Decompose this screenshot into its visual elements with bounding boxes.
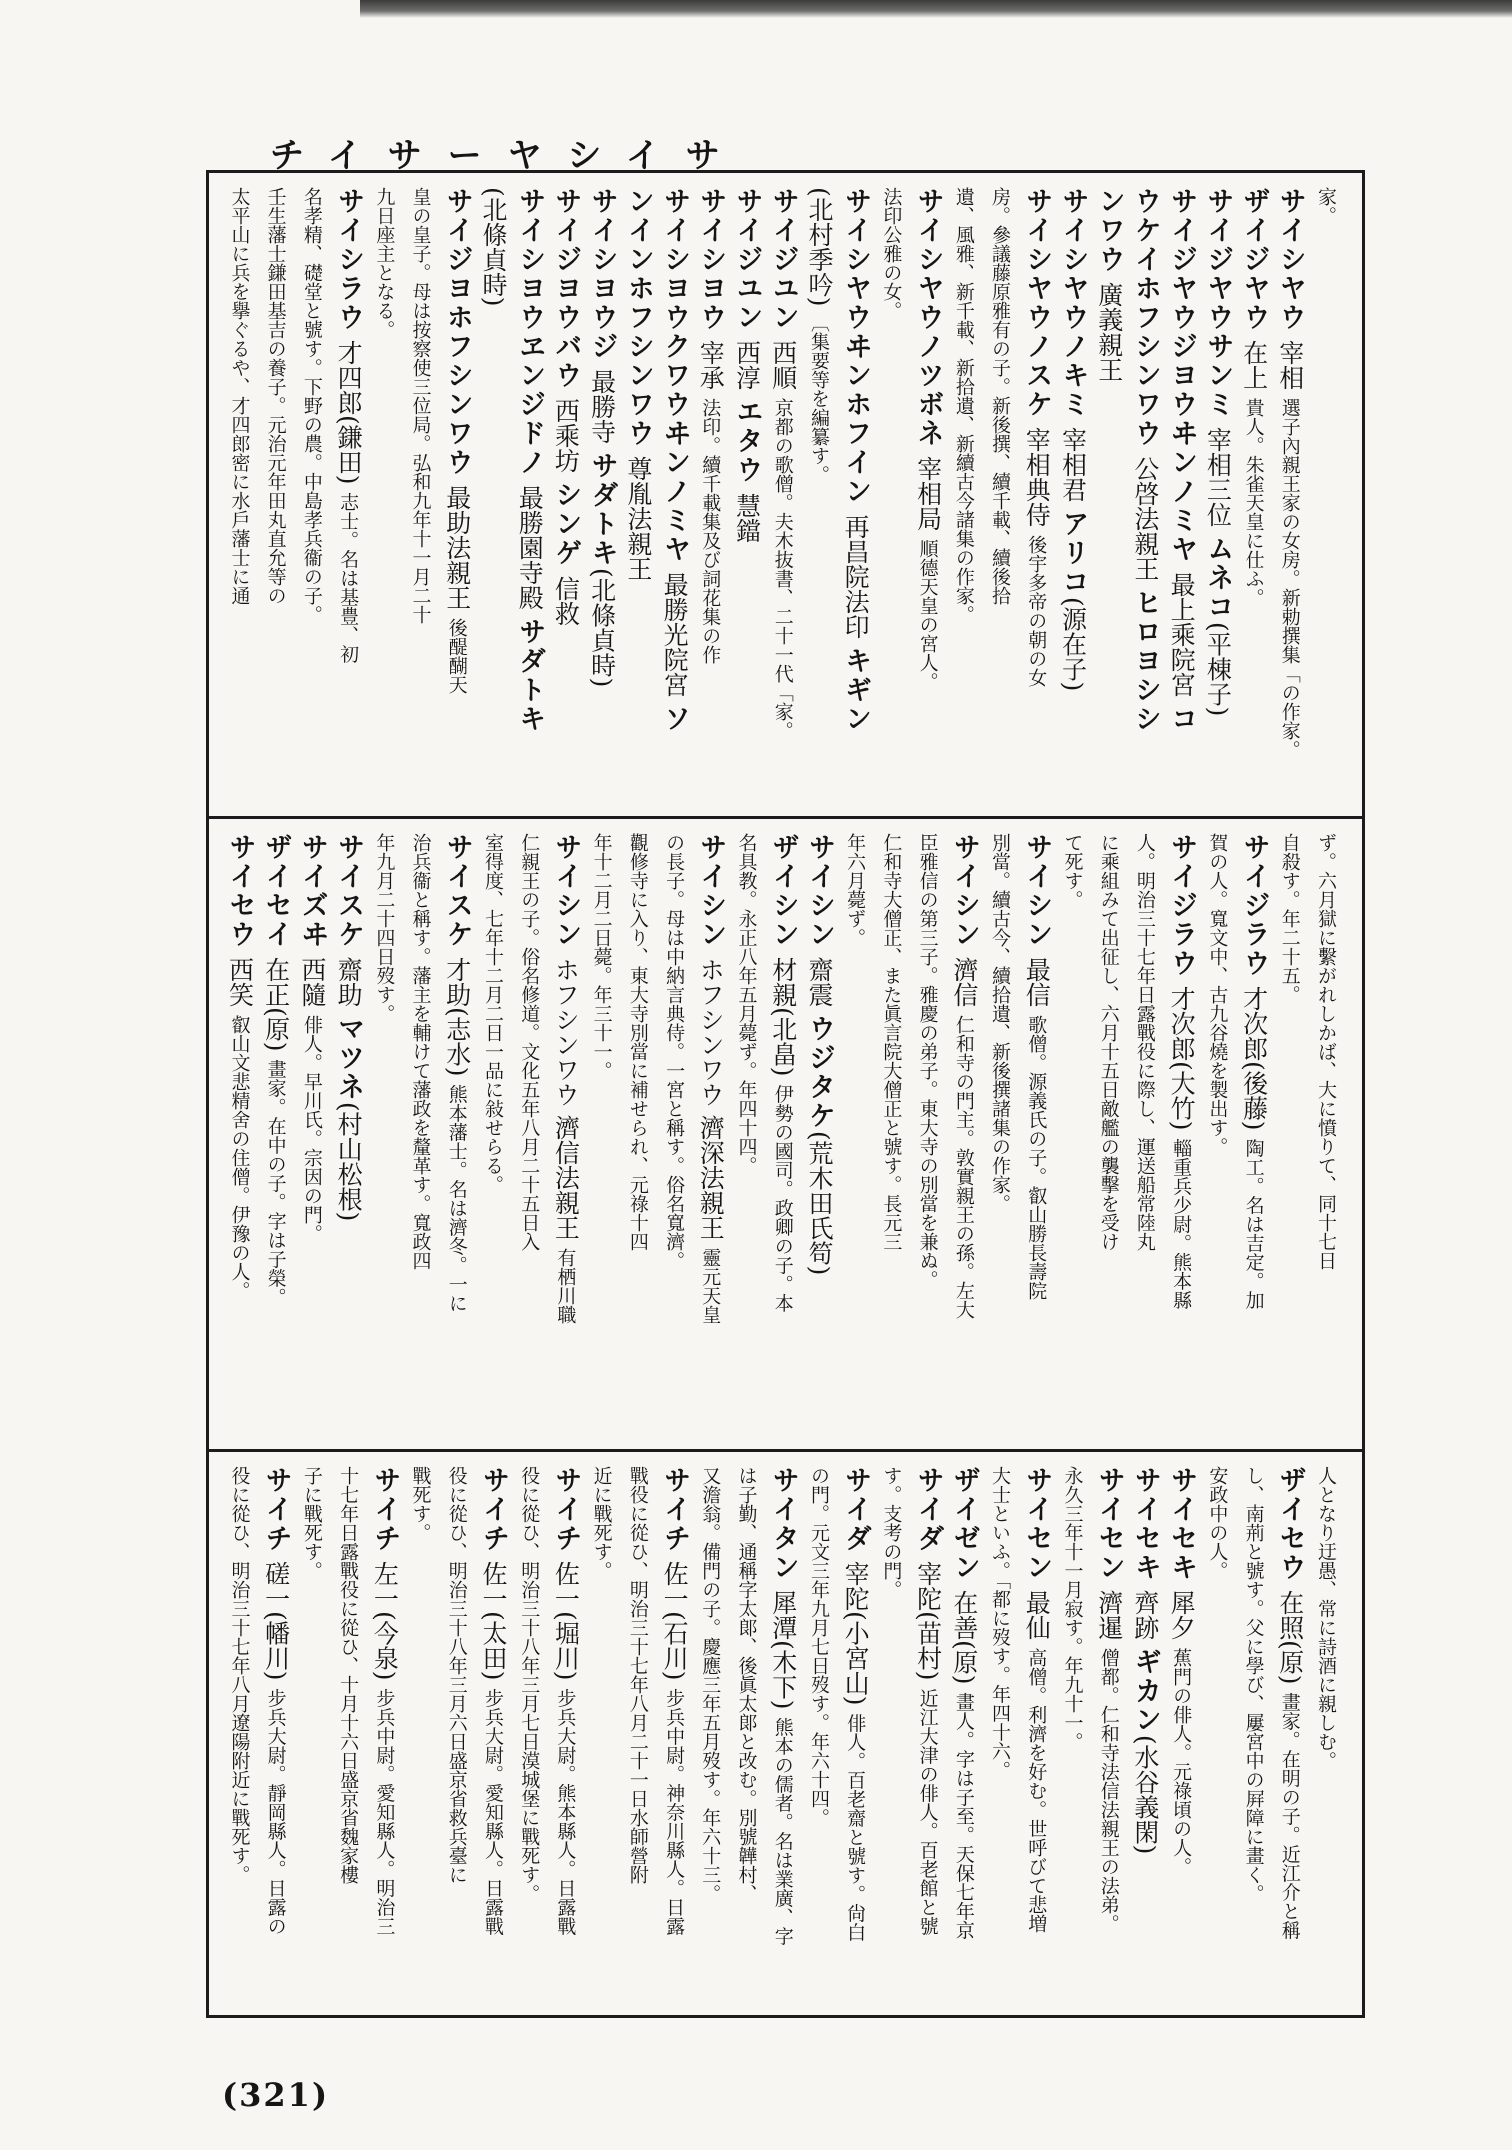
entry-title: 尊胤法親王 <box>623 448 653 581</box>
entry-headword: ンインホフシンワウ <box>622 187 654 448</box>
entry-title: 西乘坊 <box>551 390 581 481</box>
entry-title: (源在子) <box>1058 596 1088 692</box>
entry-text: ず。六月獄に繫がれしかば、大に憤りて、同十七日 <box>1315 833 1337 1270</box>
text-column <box>404 187 438 803</box>
text-column <box>259 833 293 1439</box>
text-column <box>1165 833 1199 1439</box>
text-column <box>730 187 764 803</box>
text-column <box>1274 833 1308 1439</box>
text-column <box>803 833 837 1439</box>
entry-text: 別當。續古今、續拾遺、新後撰諸集の作家。 <box>989 833 1012 1213</box>
entry-headword: サイチ <box>659 1466 691 1553</box>
entry-headword: サイシン <box>1021 833 1053 949</box>
entry-title: 佐一(石川) <box>660 1553 690 1689</box>
entry-text: 仁親王の子。俗名修道。文化五年八月二十五日入 <box>518 833 541 1251</box>
entry-text: 名孝精、礎堂と號す。下野の農。中島孝兵衞の子。 <box>300 187 323 624</box>
entry-headword: キギン <box>840 646 872 734</box>
entry-text: 靈元天皇 <box>699 1247 722 1324</box>
entry-title: 宰陀(苗村) <box>913 1553 943 1689</box>
text-column <box>1201 187 1235 803</box>
text-column <box>296 1466 330 2008</box>
entry-title: 最勝光院宮 <box>660 564 690 705</box>
text-column <box>911 833 945 1439</box>
text-column <box>767 187 801 803</box>
entry-text: 壬生藩士鎌田基吉の養子。元治元年田丸直允等の <box>264 187 287 605</box>
entry-headword: サイチ <box>550 1466 582 1553</box>
text-column <box>296 187 330 803</box>
entry-title: 宰相三位 <box>1203 419 1233 535</box>
text-column <box>839 187 873 803</box>
entry-text: 房。參議藤原雅有の子。新後撰、續千載、續後拾 <box>989 187 1012 605</box>
entry-headword: ザイセウ <box>1274 1466 1306 1582</box>
entry-title: 宰相局 <box>913 448 943 539</box>
entry-text: 〔集要等を編纂す。 <box>807 306 830 484</box>
text-column <box>1237 187 1271 803</box>
text-column <box>1310 187 1344 803</box>
text-column <box>1020 1466 1054 2008</box>
text-column <box>1056 833 1090 1439</box>
entry-headword: サイシン <box>948 833 980 949</box>
entry-title: ホフシンワウ <box>696 949 726 1107</box>
entry-headword: シンゲ <box>550 480 582 568</box>
entry-text: 順德天皇の宮人。 <box>916 538 939 691</box>
entry-headword: サイシヤウノツボネ <box>912 187 944 448</box>
text-column <box>1020 833 1054 1439</box>
text-column <box>658 833 692 1439</box>
entry-text: 太平山に兵を擧ぐるや、才四郎密に水戶藩士に通 <box>228 187 251 605</box>
text-column <box>1201 833 1235 1439</box>
text-column <box>658 187 692 803</box>
entry-title: (北條貞時) <box>478 187 508 307</box>
entry-text: 近に戰死す。 <box>590 1466 613 1580</box>
text-column <box>1092 1466 1126 2008</box>
entry-title: 濟暹 <box>1094 1582 1124 1648</box>
entry-text: 步兵中尉。神奈川縣人。日露 <box>663 1688 686 1936</box>
entry-headword: サイシヤウノスケ <box>1021 187 1053 419</box>
entry-title: 最上乘院宮 <box>1167 564 1197 705</box>
entry-headword: サイセン <box>1093 1466 1125 1582</box>
text-column <box>948 187 982 803</box>
entry-headword: ザイゼン <box>948 1466 980 1582</box>
entry-text: 役に從ひ、明治三十八年三月六日盛京省救兵臺に <box>445 1466 468 1884</box>
entry-text: 後醍醐天 <box>445 617 468 694</box>
text-column <box>1310 833 1344 1439</box>
entry-headword: サイズヰ <box>296 833 328 949</box>
entry-headword: サイシヨウ <box>695 187 727 332</box>
text-column <box>948 1466 982 2008</box>
entry-headword: ムネコ <box>1202 534 1234 622</box>
entry-text: 歌僧。源義氏の子。叡山勝長壽院 <box>1025 1014 1048 1300</box>
entry-headword: サダトキ <box>514 617 546 734</box>
text-column <box>948 833 982 1439</box>
entry-title: 在善(原) <box>949 1582 979 1693</box>
entry-headword: ヒロヨシシ <box>1129 588 1161 734</box>
text-column <box>368 833 402 1439</box>
entry-title: 濟深法親王 <box>696 1106 726 1248</box>
entry-headword: サイジヤウジヨウヰンノミヤ <box>1166 187 1198 564</box>
running-head: チイサーヤシイサ <box>270 136 746 176</box>
entry-headword: サダトキ <box>586 451 618 568</box>
entry-title: 西淳 <box>732 332 762 398</box>
middle-tier <box>209 816 1362 1449</box>
entry-title: 最仙 <box>1022 1582 1052 1648</box>
entry-title: 在上 <box>1239 332 1269 398</box>
entry-text: 京都の歌僧。夫木抜書、二十一代「家。 <box>771 397 794 740</box>
entry-text: 步兵大尉。靜岡縣人。日露の <box>264 1688 287 1936</box>
entry-headword: ウケイホフシンワウ <box>1129 187 1161 448</box>
text-column <box>441 187 475 803</box>
entry-text: 人。明治三十七年日露戰役に際し、運送船常陸丸 <box>1133 833 1156 1251</box>
entry-title: 在正(原) <box>261 949 291 1060</box>
text-column <box>1056 187 1090 803</box>
text-column <box>767 833 801 1439</box>
entry-text: 又澹翁。備門の子。慶應三年五月歿す。年六十三。 <box>699 1466 722 1903</box>
text-column <box>694 833 728 1439</box>
entry-text: 子に戰死す。 <box>300 1466 323 1580</box>
entry-title: 宰承 <box>696 332 726 398</box>
entry-title: (平棟子) <box>1203 621 1233 717</box>
entry-headword: サイチ <box>477 1466 509 1553</box>
entry-text: 遺、風雅、新千載、新拾遺、新續古今諸集の作家。 <box>952 187 975 624</box>
entry-headword: サイダ <box>840 1466 872 1553</box>
entry-headword: サイシン <box>695 833 727 949</box>
text-column <box>911 187 945 803</box>
entry-text: 皇の皇子。母は按察使三位局。弘和九年十一月二十 <box>409 187 432 624</box>
entry-title: 濟信法親王 <box>551 1106 581 1248</box>
entry-title: 才助(志水) <box>442 949 472 1085</box>
text-column <box>549 833 583 1439</box>
text-column <box>404 833 438 1439</box>
entry-title: 佐一(堀川) <box>551 1553 581 1689</box>
entry-headword: ウジタケ <box>803 1014 835 1131</box>
text-column <box>658 1466 692 2008</box>
text-column <box>730 1466 764 2008</box>
entry-headword: エタウ <box>731 397 763 485</box>
text-column <box>1129 833 1163 1439</box>
text-column <box>1237 833 1271 1439</box>
text-column <box>1092 187 1126 803</box>
entry-title: 慧鐺 <box>732 484 762 543</box>
entry-title: 左一(今泉) <box>370 1553 400 1689</box>
text-column <box>585 833 619 1439</box>
entry-text: 治兵衞と稱す。藩主を輔けて藩政を釐革す。寬政四 <box>409 833 432 1270</box>
entry-text: 僧都。仁和寺法信法親王の法弟。 <box>1097 1647 1120 1933</box>
entry-headword: サイセキ <box>1129 1466 1161 1582</box>
entry-headword: コ <box>1166 704 1198 734</box>
entry-title: 齋助 <box>334 949 364 1015</box>
entry-headword: サイチ <box>260 1466 292 1553</box>
entry-text: 仁和寺大僧正、また眞言院大僧正と號す。長元三 <box>880 833 903 1251</box>
entry-title: (水谷義閑) <box>1130 1734 1160 1855</box>
entry-text: 蕉門の俳人。元祿頃の人。 <box>1170 1647 1193 1876</box>
lower-tier <box>209 1449 1362 2018</box>
text-column <box>223 1466 257 2008</box>
entry-text: 觀修寺に入り、東大寺別當に補せられ、元祿十四 <box>626 833 649 1251</box>
text-column <box>441 833 475 1439</box>
entry-title: ホフシンワウ <box>551 949 581 1107</box>
entry-text: の長子。母は中納言典侍。一宮と稱す。俗名寬濟。 <box>663 833 686 1270</box>
entry-title: 犀夕 <box>1167 1582 1197 1648</box>
entry-title: 宰陀(小宮山) <box>841 1553 871 1714</box>
entry-headword: サイシヤウノキミ <box>1057 187 1089 419</box>
text-column <box>984 187 1018 803</box>
text-column <box>549 187 583 803</box>
entry-text: 法印公雅の女。 <box>880 187 903 320</box>
entry-headword: サイシラウ <box>333 187 365 332</box>
entry-text: 陶工。名は吉定。加 <box>1242 1138 1265 1310</box>
text-column <box>332 833 366 1439</box>
entry-headword: サイスケ <box>333 833 365 949</box>
entry-title: 宰相典侍 <box>1022 419 1052 535</box>
text-column <box>368 187 402 803</box>
entry-headword: ザイシン <box>767 833 799 949</box>
tier-columns <box>223 187 1344 803</box>
text-column <box>477 833 511 1439</box>
entry-title: 宰相君 <box>1058 419 1088 510</box>
entry-title: 西隨 <box>297 949 327 1015</box>
entry-text: 高僧。利濟を好む。世呼びて悲増 <box>1025 1647 1048 1933</box>
text-column <box>1310 1466 1344 2008</box>
entry-text: し、南荊と號す。父に學び、屢宮中の屛障に畫く。 <box>1242 1466 1265 1903</box>
entry-text: 役に從ひ、明治三十八年三月七日漠城堡に戰死す。 <box>518 1466 541 1903</box>
text-column <box>911 1466 945 2008</box>
entry-text: 大士といふ。「都に歿す。年四十六。 <box>989 1466 1012 1780</box>
entry-text: に乘組みて出征し、六月十五日敵艦の襲擊を受け <box>1097 833 1120 1251</box>
text-column <box>839 1466 873 2008</box>
text-column <box>404 1466 438 2008</box>
entry-text: 畫家。在明の子。近江介と稱 <box>1278 1692 1301 1940</box>
text-column <box>622 1466 656 2008</box>
entry-text: 熊本の儒者。名は業廣、字 <box>771 1717 794 1946</box>
entry-text: 貴人。朱雀天皇に仕ふ。 <box>1242 397 1265 607</box>
text-column <box>875 187 909 803</box>
text-column <box>839 833 873 1439</box>
entry-text: 輜重兵少尉。熊本縣 <box>1170 1138 1193 1310</box>
entry-text: 俳人。百老齋と號す。尙白 <box>844 1713 867 1942</box>
text-column <box>585 1466 619 2008</box>
entry-text: 戰役に從ひ、明治三十七年八月二十一日水師營附 <box>626 1466 649 1884</box>
entry-title: 公啓法親王 <box>1130 448 1160 589</box>
text-column <box>332 187 366 803</box>
entry-text: 人となり迂愚、常に詩酒に親しむ。 <box>1315 1466 1337 1770</box>
text-column <box>441 1466 475 2008</box>
scan-edge-shadow <box>360 0 1512 18</box>
entry-title: 西笑 <box>225 949 255 1015</box>
entry-title: 犀潭(木下) <box>768 1582 798 1718</box>
text-column <box>730 833 764 1439</box>
entry-text: 年十二月二日薨。年三十一。 <box>590 833 613 1080</box>
text-column <box>1165 1466 1199 2008</box>
tier-columns <box>223 1466 1344 2008</box>
entry-headword: サイシン <box>803 833 835 949</box>
entry-headword: サイセウ <box>224 833 256 949</box>
text-column <box>477 187 511 803</box>
entry-text: 自殺す。年二十五。 <box>1278 833 1301 1004</box>
entry-title: (北條貞時) <box>587 567 617 688</box>
text-column <box>1129 1466 1163 2008</box>
text-column <box>622 833 656 1439</box>
entry-headword: アリコ <box>1057 509 1089 597</box>
entry-headword: マツネ <box>333 1014 365 1102</box>
entry-headword: サイチ <box>369 1466 401 1553</box>
entry-headword: サイシヨウヱンジドノ <box>514 187 546 477</box>
text-column <box>875 833 909 1439</box>
entry-text: 畫人。字は子至。天保七年京 <box>952 1692 975 1940</box>
entry-headword: サイジヨホフシンワウ <box>441 187 473 477</box>
entry-title: 材親(北畠) <box>768 949 798 1085</box>
entry-text: 畫家。在中の子。字は子榮。 <box>264 1059 287 1307</box>
entry-text: 後宇多帝の朝の女 <box>1025 534 1048 687</box>
entry-text: 選子內親王家の女房。新勅撰集「の作家。 <box>1278 397 1301 759</box>
entry-text: 步兵大尉。熊本縣人。日露戰 <box>554 1688 577 1936</box>
entry-headword: サイジユン <box>767 187 799 332</box>
entry-text: 年六月薨ず。 <box>844 833 867 947</box>
text-column <box>1129 187 1163 803</box>
dictionary-page-frame <box>206 170 1365 2018</box>
text-column <box>1237 1466 1271 2008</box>
entry-title: 齋震 <box>804 949 834 1015</box>
entry-headword: ギカン <box>1129 1647 1161 1735</box>
entry-text: 永久三年十一月寂す。年九十一。 <box>1061 1466 1084 1751</box>
entry-text: 名具教。永正八年五月薨ず。年四十四。 <box>735 833 758 1175</box>
entry-headword: サイシヤウ <box>1274 187 1306 332</box>
text-column <box>513 833 547 1439</box>
entry-text: 戰死す。 <box>409 1466 432 1542</box>
text-column <box>803 187 837 803</box>
text-column <box>513 187 547 803</box>
entry-headword: サイダ <box>912 1466 944 1553</box>
text-column <box>1201 1466 1235 2008</box>
text-column <box>622 187 656 803</box>
entry-title: (荒木田氏笱) <box>804 1130 834 1276</box>
text-column <box>223 833 257 1439</box>
text-column <box>1274 1466 1308 2008</box>
entry-text: 九日座主となる。 <box>373 187 396 339</box>
entry-headword: サイジラウ <box>1238 833 1270 978</box>
entry-headword: サイジユン <box>731 187 763 332</box>
entry-title: 宰相 <box>1275 332 1305 398</box>
text-column <box>1165 187 1199 803</box>
text-column <box>585 187 619 803</box>
entry-text: 有栖川職 <box>554 1247 577 1324</box>
entry-headword: サイシヨウクワウヰンノミヤ <box>659 187 691 564</box>
entry-text: 志士。名は基豊、初 <box>337 492 360 664</box>
entry-headword: サイセン <box>1021 1466 1053 1582</box>
entry-title: 濟信 <box>949 949 979 1015</box>
entry-title: 廣義親王 <box>1094 274 1124 382</box>
entry-text: 安政中の人。 <box>1206 1466 1229 1580</box>
text-column <box>984 833 1018 1439</box>
entry-title: 齊跡 <box>1130 1582 1160 1648</box>
text-column <box>1056 1466 1090 2008</box>
entry-headword: サイジヤウサンミ <box>1202 187 1234 419</box>
text-column <box>368 1466 402 2008</box>
entry-text: 賀の人。寬文中、古九谷燒を製出す。 <box>1206 833 1229 1156</box>
entry-title: 佐一(太田) <box>478 1553 508 1689</box>
entry-title: 最助法親王 <box>442 477 472 618</box>
text-column <box>875 1466 909 2008</box>
entry-text: 家。 <box>1315 187 1337 225</box>
entry-title: 西順 <box>768 332 798 398</box>
page-number: (321) <box>222 2076 330 2114</box>
entry-text: 近江大津の俳人。百老館と號 <box>916 1688 939 1936</box>
entry-headword: サイジヨウバウ <box>550 187 582 390</box>
entry-title: 才次郎(後藤) <box>1239 978 1269 1139</box>
entry-title: 最勝園寺殿 <box>515 477 545 618</box>
text-column <box>803 1466 837 2008</box>
entry-text: 役に從ひ、明治三十七年八月遼陽附近に戰死す。 <box>228 1466 251 1884</box>
entry-headword: サイジラウ <box>1166 833 1198 978</box>
text-column <box>549 1466 583 2008</box>
entry-title: 再昌院法印 <box>841 506 871 647</box>
text-column <box>1092 833 1126 1439</box>
entry-text: は子勤、通稱字太郞、後眞太郞と改む。別號韡村、 <box>735 1466 758 1903</box>
entry-text: 仁和寺の門主。敦實親王の孫。左大 <box>952 1014 975 1319</box>
entry-title: (北村季吟) <box>804 187 834 307</box>
entry-text: 步兵大尉。愛知縣人。日露戰 <box>481 1688 504 1936</box>
entry-headword: サイスケ <box>441 833 473 949</box>
entry-title: 最勝寺 <box>587 361 617 452</box>
entry-headword: サイシヤウヰンホフイン <box>840 187 872 506</box>
entry-text: の門。元文三年九月七日歿す。年六十四。 <box>807 1466 830 1827</box>
tier-columns <box>223 833 1344 1439</box>
entry-title: (村山松根) <box>334 1101 364 1222</box>
entry-title: 才次郎(大竹) <box>1167 978 1197 1139</box>
entry-text: 十七年日露戰役に從ひ、十月十六日盛京省魏家樓 <box>337 1466 360 1884</box>
entry-text: す。支考の門。 <box>880 1466 903 1599</box>
entry-text: 伊勢の國司。政卿の子。本 <box>771 1084 794 1313</box>
entry-headword: ザイジヤウ <box>1238 187 1270 332</box>
entry-text: 步兵中尉。愛知縣人。明治三 <box>373 1688 396 1936</box>
entry-title: 信救 <box>551 567 581 626</box>
entry-text: 叡山文悲精舍の住僧。伊豫の人。 <box>228 1014 251 1300</box>
entry-text: 俳人。早川氏。宗因の門。 <box>300 1014 323 1243</box>
text-column <box>694 187 728 803</box>
entry-headword: ザイセイ <box>260 833 292 949</box>
text-column <box>984 1466 1018 2008</box>
text-column <box>296 833 330 1439</box>
text-column <box>767 1466 801 2008</box>
text-column <box>513 1466 547 2008</box>
text-column <box>1020 187 1054 803</box>
entry-text: 年九月二十四日歿す。 <box>373 833 396 1023</box>
entry-text: 法印。續千載集及び詞花集の作 <box>699 397 722 664</box>
entry-text: 室得度、七年十二月二日一品に敍せらる。 <box>481 833 504 1194</box>
text-column <box>332 1466 366 2008</box>
entry-headword: サイタン <box>767 1466 799 1582</box>
entry-headword: サイシン <box>550 833 582 949</box>
entry-headword: サイセキ <box>1166 1466 1198 1582</box>
entry-text: て死す。 <box>1061 833 1084 909</box>
text-column <box>1274 187 1308 803</box>
entry-title: 最信 <box>1022 949 1052 1015</box>
entry-headword: ンワウ <box>1093 187 1125 274</box>
entry-text: 臣雅信の第三子。雅慶の弟子。東大寺の別當を兼ぬ。 <box>916 833 939 1289</box>
entry-title: 才四郎(鎌田) <box>334 332 364 493</box>
entry-headword: サイシヨウジ <box>586 187 618 361</box>
text-column <box>259 187 293 803</box>
text-column <box>259 1466 293 2008</box>
entry-title: 在照(原) <box>1275 1582 1305 1693</box>
entry-headword: ソ <box>659 704 691 734</box>
upper-tier <box>209 173 1362 813</box>
text-column <box>477 1466 511 2008</box>
entry-text: 熊本藩士。名は濟冬。一に <box>445 1084 468 1313</box>
text-column <box>694 1466 728 2008</box>
entry-title: 磋一(幡川) <box>261 1553 291 1689</box>
text-column <box>223 187 257 803</box>
